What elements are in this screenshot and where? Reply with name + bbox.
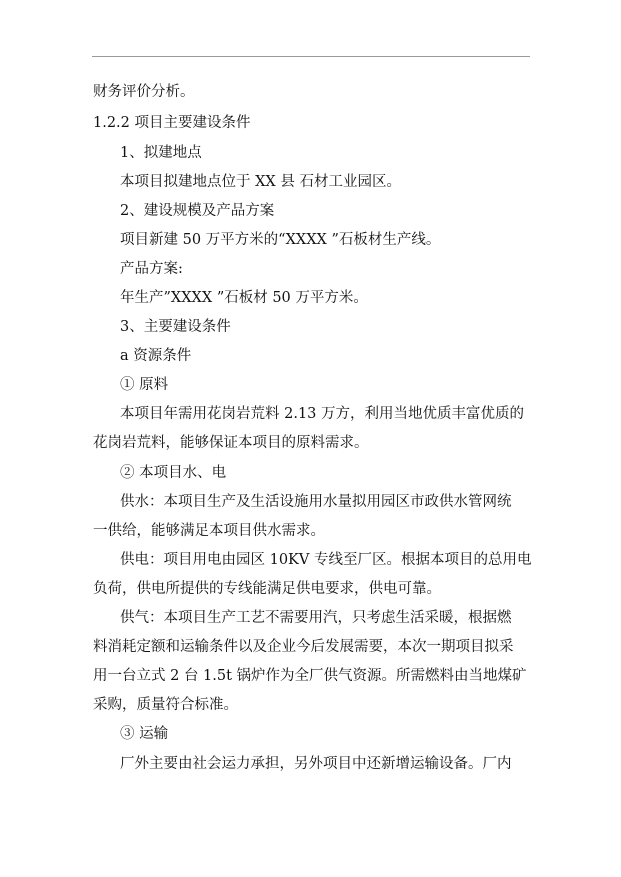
- header-rule: [92, 56, 530, 57]
- text-line: 产品方案:: [120, 261, 183, 277]
- subheading: 2、建设规模及产品方案: [120, 203, 275, 219]
- text-line: 年生产”XXXX ”石板材 50 万平方米。: [120, 290, 368, 306]
- text-line: 采购，质量符合标准。: [93, 697, 238, 713]
- list-item-heading: ③ 运输: [120, 726, 169, 742]
- text-line: 供水：本项目生产及生活设施用水量拟用园区市政供水管网统: [120, 494, 512, 510]
- text-line: 供气：本项目生产工艺不需要用汽，只考虑生活采暖，根据燃: [120, 610, 512, 626]
- text-line: 料消耗定额和运输条件以及企业今后发展需要，本次一期项目拟采: [93, 639, 514, 655]
- subheading: 3、主要建设条件: [120, 319, 231, 335]
- text-line: a 资源条件: [120, 348, 192, 364]
- list-item-heading: ① 原料: [120, 377, 169, 393]
- text-line: 本项目拟建地点位于 XX 县 石材工业园区。: [120, 174, 401, 190]
- section-heading: 1.2.2 项目主要建设条件: [93, 115, 251, 131]
- text-line: 供电：项目用电由园区 10KV 专线至厂区。根据本项目的总用电: [120, 552, 532, 568]
- text-line: 财务评价分析。: [93, 84, 195, 100]
- text-line: 用一台立式 2 台 1.5t 锅炉作为全厂供气资源。所需燃料由当地煤矿: [93, 668, 527, 684]
- text-line: 花岗岩荒料，能够保证本项目的原料需求。: [93, 435, 369, 451]
- text-line: 厂外主要由社会运力承担，另外项目中还新增运输设备。厂内: [120, 756, 512, 772]
- text-line: 一供给，能够满足本项目供水需求。: [93, 523, 325, 539]
- subheading: 1、拟建地点: [120, 145, 202, 161]
- text-line: 本项目年需用花岗岩荒料 2.13 万方，利用当地优质丰富优质的: [120, 406, 525, 422]
- list-item-heading: ② 本项目水、电: [120, 465, 227, 481]
- text-line: 项目新建 50 万平方米的“XXXX ”石板材生产线。: [120, 232, 441, 248]
- text-line: 负荷，供电所提供的专线能满足供电要求，供电可靠。: [93, 581, 441, 597]
